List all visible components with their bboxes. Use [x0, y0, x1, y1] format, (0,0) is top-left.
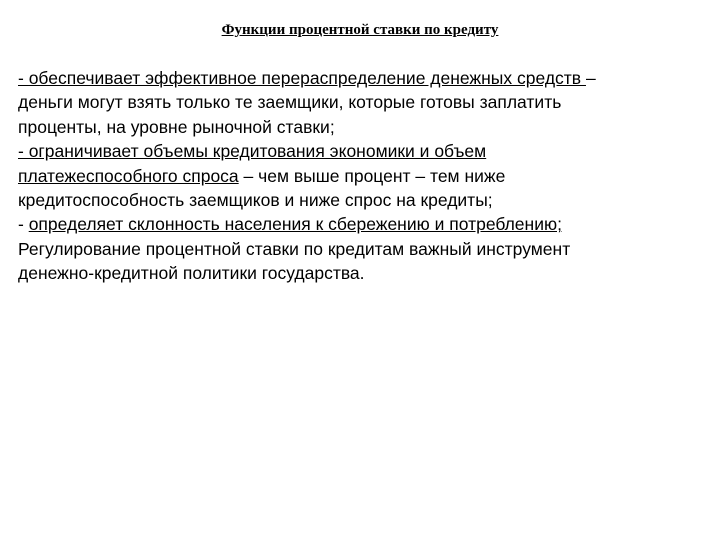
text-segment: - [18, 214, 29, 235]
text-line [18, 139, 708, 163]
text-line [18, 66, 708, 90]
text-segment: проценты, на уровне рыночной ставки; [18, 116, 335, 137]
body-text [18, 66, 708, 286]
text-segment: денежно-кредитной политики государства. [18, 263, 365, 284]
text-line [18, 212, 708, 236]
text-line [18, 115, 708, 139]
text-line [18, 164, 708, 188]
text-line [18, 237, 708, 261]
text-segment: – чем выше процент – тем ниже [238, 165, 506, 186]
text-line [18, 261, 708, 285]
text-segment: платежеспособного спроса [18, 165, 239, 186]
text-segment: - ограничивает объемы кредитования экономики и объем [18, 141, 487, 162]
text-line [18, 90, 708, 114]
text-segment: кредитоспособность заемщиков и ниже спрос на кредиты; [18, 190, 493, 211]
text-segment: определяет склонность населения к сбережению и потреблению; [28, 214, 562, 235]
text-segment: – [585, 68, 596, 88]
text-segment: - обеспечивает эффективное перераспределение денежных средств [18, 68, 586, 88]
slide-title: Функции процентной ставки по кредиту [221, 22, 499, 38]
text-line [18, 188, 708, 212]
text-segment: деньги могут взять только те заемщики, которые готовы заплатить [18, 92, 562, 113]
text-segment: Регулирование процентной ставки по кредитам важный инструмент [18, 238, 571, 259]
